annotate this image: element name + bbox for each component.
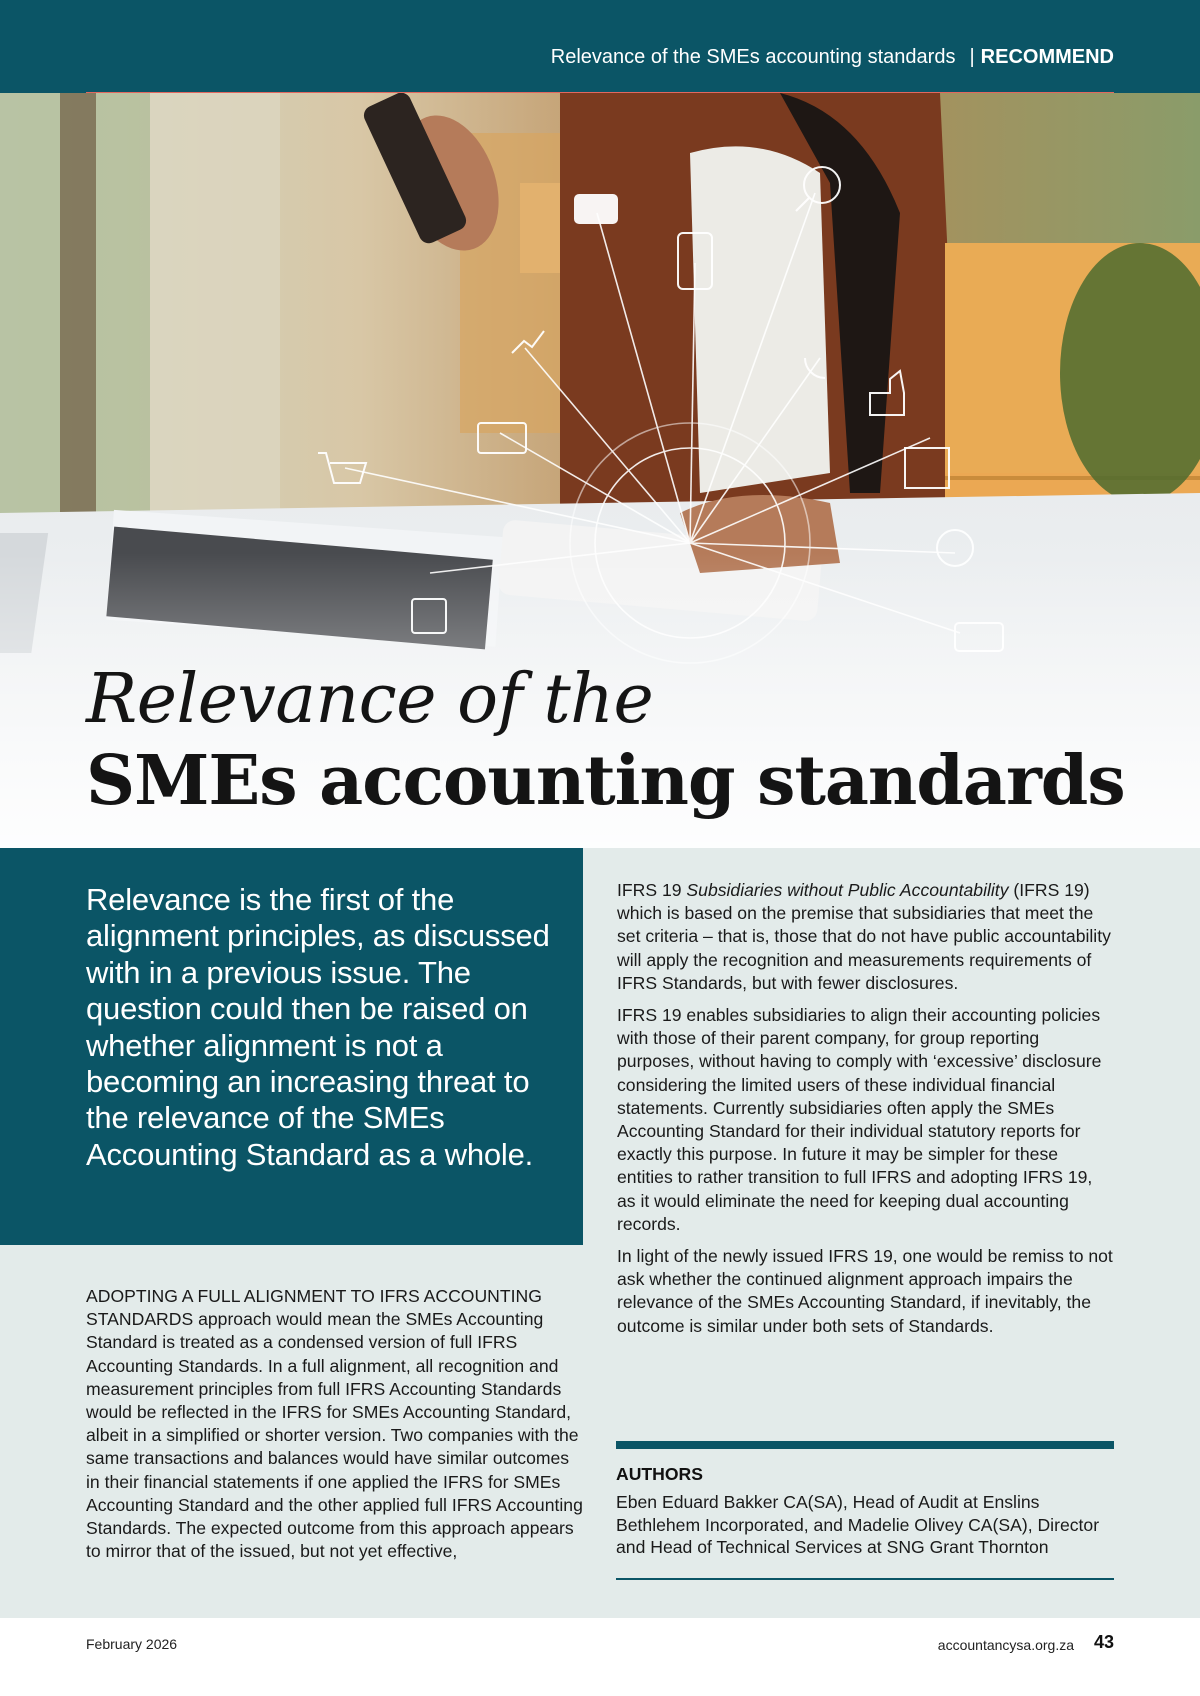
body-paragraph: IFRS 19 enables subsidiaries to align their accounting policies with those of their parent company, for group reporting purposes, without having to comply with ‘excessive’ disclosure considering the limited users of these individual financial statements. Currently subsidiaries often apply the SMEs Accounting Standard for their individual statutory reports for exactly this purpose. In future it may be simpler for these entities to rather transition to full IFRS and adopting IFRS 19, as it would eliminate the need for keeping dual accounting records. (617, 1005, 1102, 1234)
authors-bottom-rule (616, 1578, 1114, 1580)
body-paragraph (617, 879, 1115, 995)
standard-title: Subsidiaries without Public Accountability (686, 880, 1009, 900)
headline-line-1: Relevance of the (86, 660, 654, 739)
authors-top-rule (616, 1441, 1114, 1449)
authors-heading: AUTHORS (616, 1464, 703, 1484)
running-header (551, 46, 1114, 69)
lead-in-caps: ADOPTING A FULL ALIGNMENT TO IFRS ACCOUNTING STANDARDS (86, 1286, 542, 1330)
body-column-left (86, 1285, 583, 1572)
page-number: 43 (1093, 1632, 1114, 1652)
body-paragraph: In light of the newly issued IFRS 19, one would be remiss to not ask whether the continued alignment approach impairs the relevance of the SMEs Accounting Standard, if inevitably, the outcome is similar under both sets of Standards. (617, 1246, 1113, 1336)
running-header-section: RECOMMEND (980, 46, 1114, 68)
paragraph-text: IFRS 19 (617, 880, 687, 900)
footer-website: accountancysa.org.za (937, 1637, 1074, 1653)
body-paragraph (86, 1285, 583, 1563)
header-bar (0, 0, 1200, 93)
running-header-separator: | (969, 46, 975, 68)
article-headline (86, 660, 1125, 822)
paragraph-text: (IFRS 19) which is based on the premise that subsidiaries that meet the set criteria – that is, those that do not have public accountability will apply the recognition and measurements requirements of IFRS Standards, but with fewer disclosures. (617, 880, 1111, 993)
headline-line-2: SMEs accounting standards (86, 741, 1125, 821)
footer-date: February 2026 (86, 1636, 178, 1652)
authors-byline: Eben Eduard Bakker CA(SA), Head of Audit at Enslins Bethlehem Incorporated, and Madelie Olivey CA(SA), Director and Head of Technical Services at SNG Grant Thornton (616, 1492, 1100, 1557)
pull-quote-box (0, 848, 583, 1245)
pull-quote: Relevance is the first of the alignment principles, as discussed with in a previous issue. The question could then be raised on whether alignment is not a becoming an increasing threat to the relevance of the SMEs Accounting Standard as a whole. (86, 882, 550, 1172)
running-header-title: Relevance of the SMEs accounting standards (550, 46, 956, 68)
lead-paragraph-text: approach would mean the SMEs Accounting Standard is treated as a condensed version of full IFRS Accounting Standards. In a full alignment, all recognition and measurement principles from full IFRS Accounting Standards would be reflected in the IFRS for SMEs Accounting Standard, albeit in a simplified or shorter version. Two companies with the same transactions and balances would have similar outcomes in their financial statements if one applied the IFRS for SMEs Accounting Standard and the other applied full IFRS Accounting Standards. The expected outcome from this approach appears to mirror that of the issued, but not yet effective, (86, 1309, 583, 1562)
body-column-right (617, 879, 1115, 1347)
